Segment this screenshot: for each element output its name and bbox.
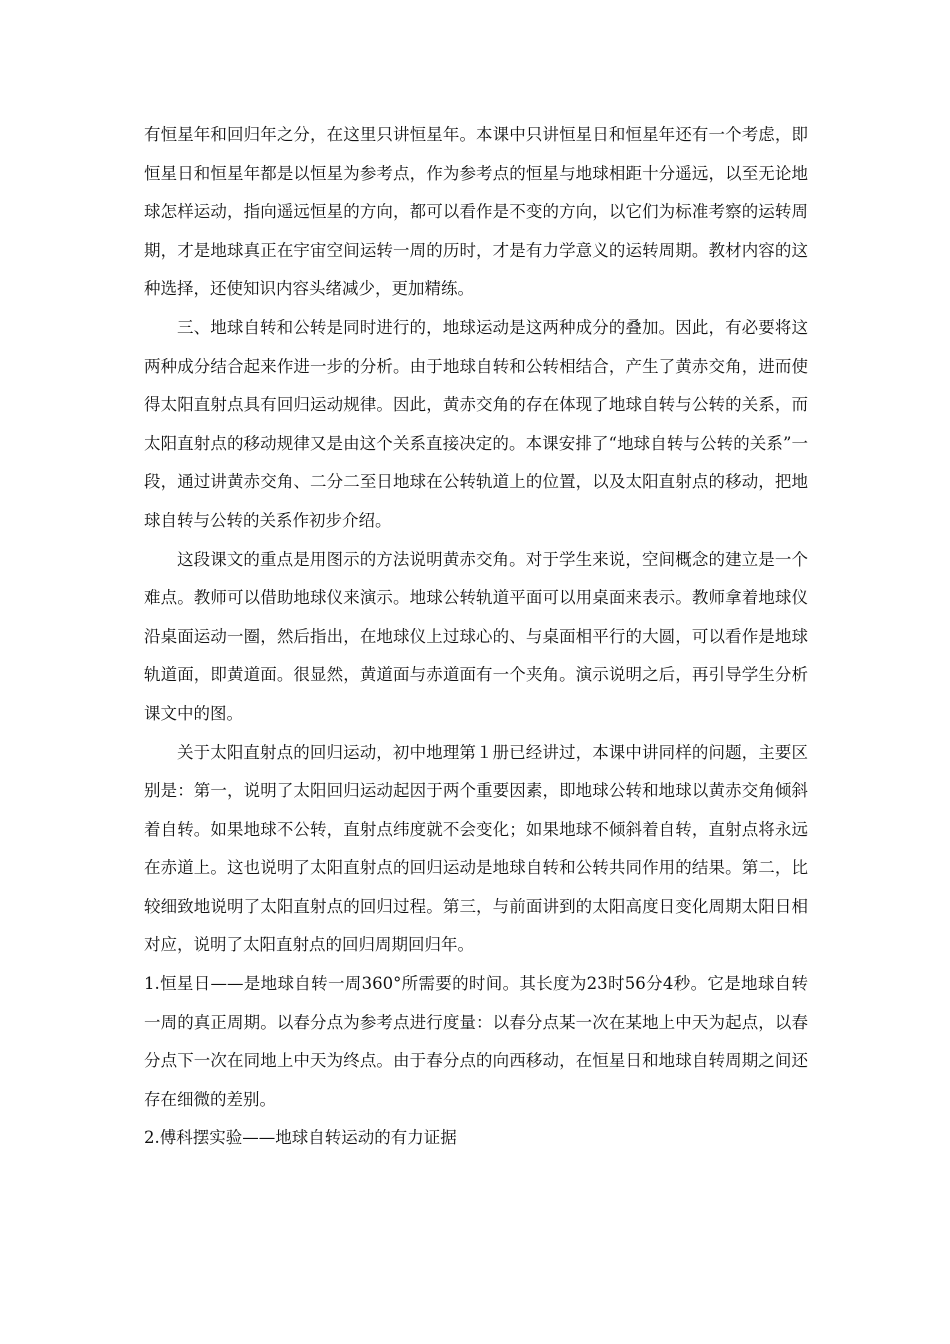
paragraph-foucault-pendulum: 2.傅科摆实验——地球自转运动的有力证据	[144, 1128, 457, 1148]
paragraph-subsolar-point: 关于太阳直射点的回归运动，初中地理第１册已经讲过，本课中讲同样的问题，主要区别是：第一，说明了太阳回归运动起因于两个重要因素，即地球公转和地球以黄赤交角倾斜着自转。如果地球不公转，直射点纬度就不会变化；如果地球不倾斜着自转，直射点将永远在赤道上。这也说明了太阳直射点的回归运动是地球自转和公转共同作用的结果。第二，比较细致地说明了太阳直射点的回归过程。第三，与前面讲到的太阳高度日变化周期太阳日相对应，说明了太阳直射点的回归周期回归年。	[144, 742, 808, 955]
paragraph-obliquity-demo: 这段课文的重点是用图示的方法说明黄赤交角。对于学生来说，空间概念的建立是一个难点。教师可以借助地球仪来演示。地球公转轨道平面可以用桌面来表示。教师拿着地球仪沿桌面运动一圈，然后指出，在地球仪上过球心的、与桌面相平行的大圆，可以看作是地球轨道面，即黄道面。很显然，黄道面与赤道面有一个夹角。演示说明之后，再引导学生分析课文中的图。	[144, 549, 808, 723]
paragraph-sidereal-day: 1.恒星日——是地球自转一周360°所需要的时间。其长度为23时56分4秒。它是地球自转一周的真正周期。以春分点为参考点进行度量：以春分点某一次在某地上中天为起点，以春分点下一次在同地上中天为终点。由于春分点的向西移动，在恒星日和地球自转周期之间还存在细微的差别。	[144, 974, 808, 1109]
paragraph-stellar-year: 有恒星年和回归年之分，在这里只讲恒星年。本课中只讲恒星日和恒星年还有一个考虑，即恒星日和恒星年都是以恒星为参考点，作为参考点的恒星与地球相距十分遥远，以至无论地球怎样运动，指向遥远恒星的方向，都可以看作是不变的方向，以它们为标准考察的运转周期，才是地球真正在宇宙空间运转一周的历时，才是有力学意义的运转周期。教材内容的这种选择，还使知识内容头绪减少，更加精练。	[144, 125, 808, 299]
document-page	[144, 116, 808, 1158]
paragraph-rotation-revolution: 三、地球自转和公转是同时进行的，地球运动是这两种成分的叠加。因此，有必要将这两种成分结合起来作进一步的分析。由于地球自转和公转相结合，产生了黄赤交角，进而使得太阳直射点具有回归运动规律。因此，黄赤交角的存在体现了地球自转与公转的关系，而太阳直射点的移动规律又是由这个关系直接决定的。本课安排了“地球自转与公转的关系”一段，通过讲黄赤交角、二分二至日地球在公转轨道上的位置，以及太阳直射点的移动，把地球自转与公转的关系作初步介绍。	[144, 317, 808, 530]
